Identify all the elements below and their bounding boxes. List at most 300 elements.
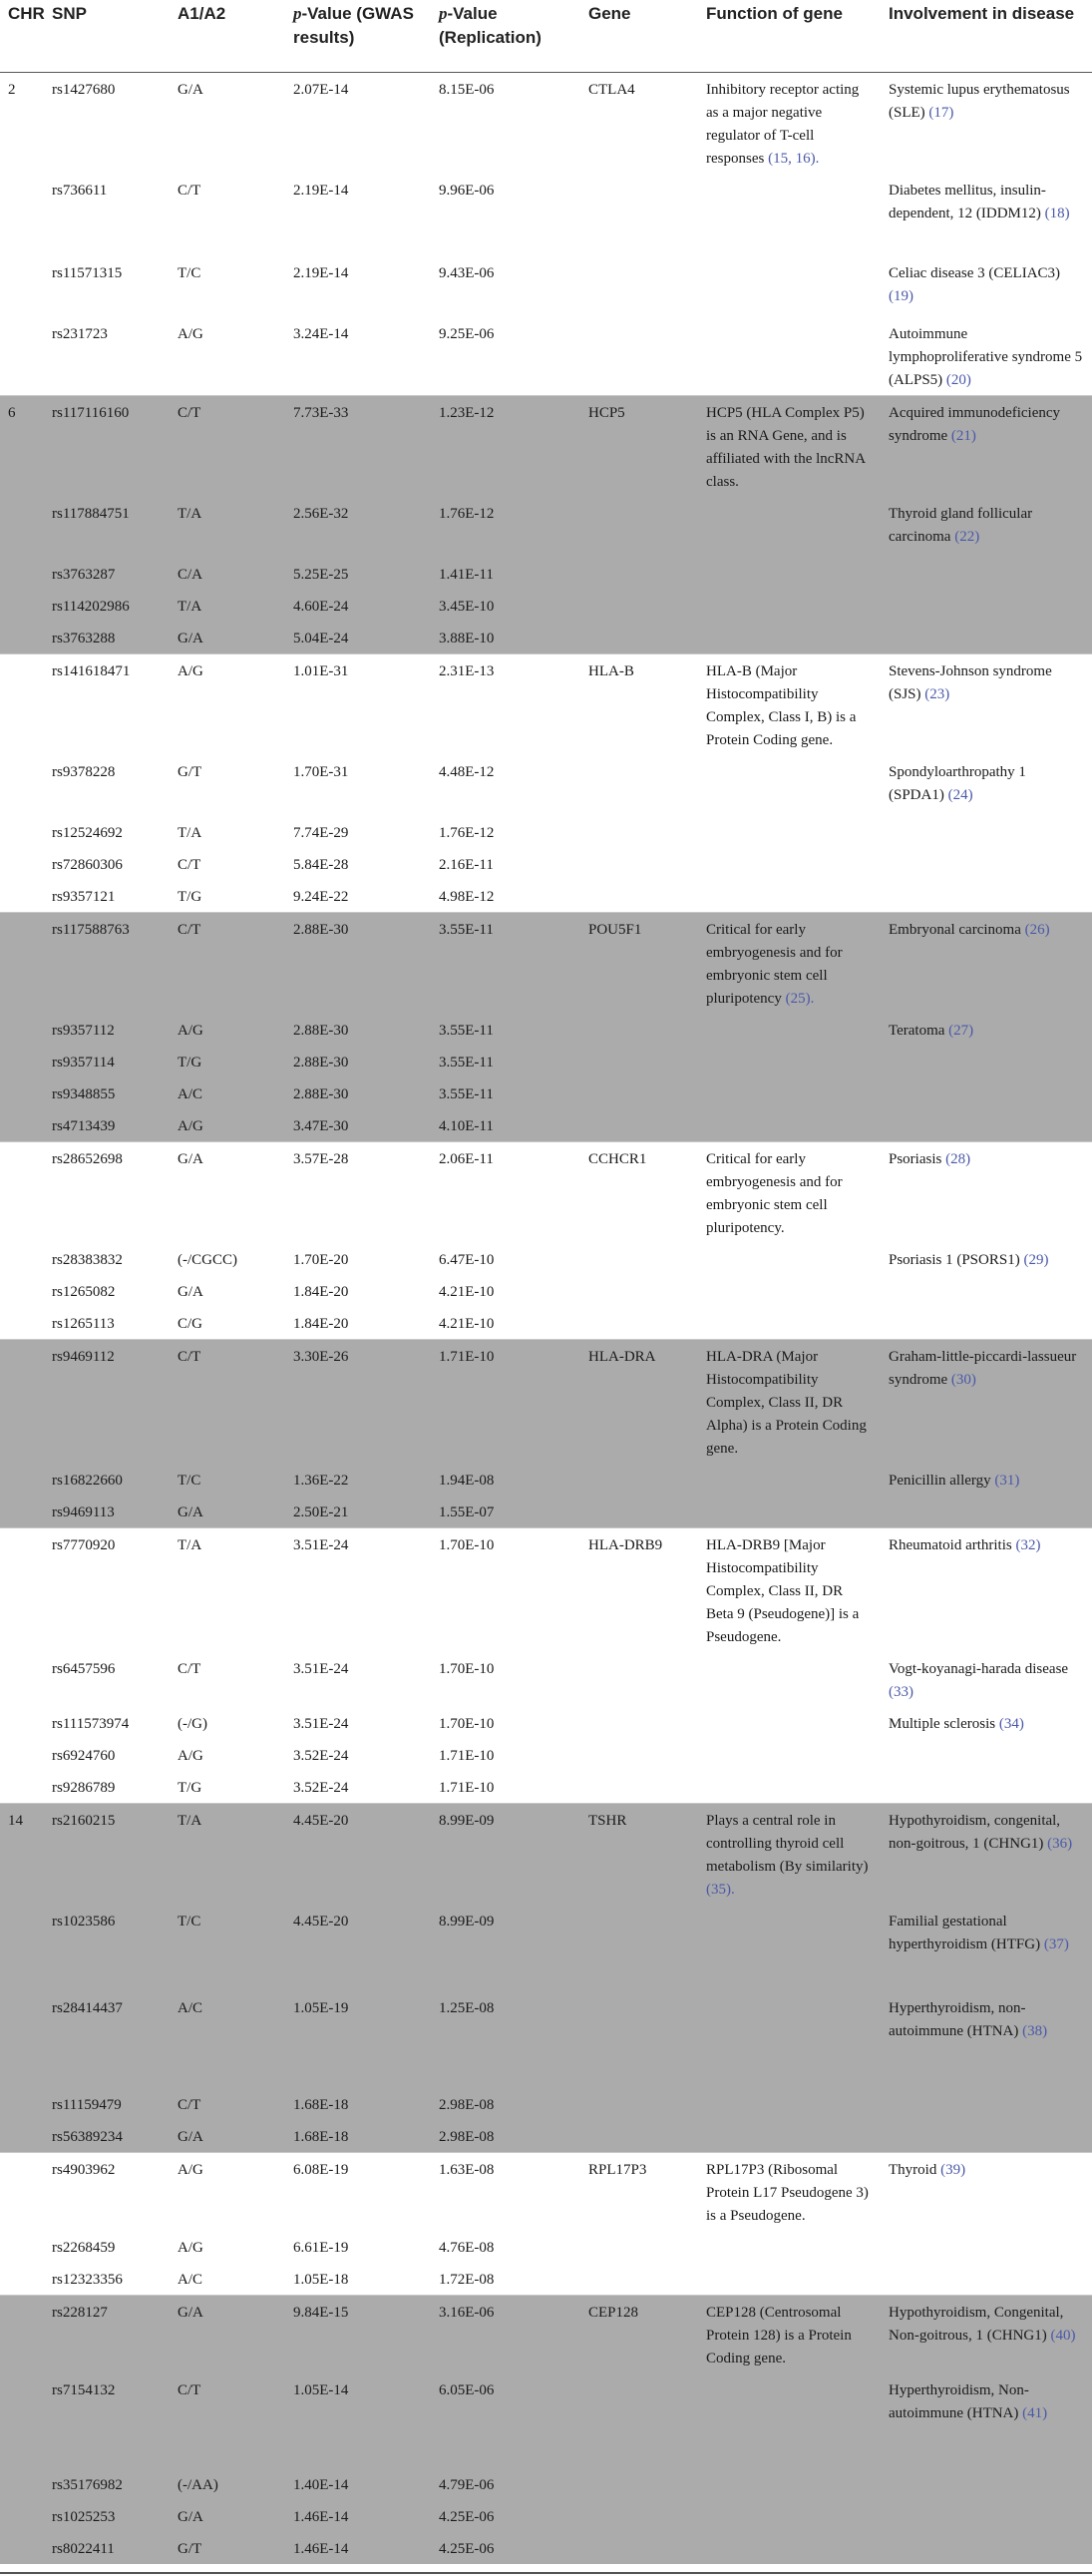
cell-snp: rs11159479	[44, 2088, 170, 2120]
cell-chr	[0, 1014, 44, 1046]
cell-alleles: C/T	[170, 2088, 285, 2120]
cell-replication-pvalue: 1.70E-10	[431, 1528, 580, 1653]
cell-replication-pvalue: 2.98E-08	[431, 2120, 580, 2153]
cell-chr	[0, 1905, 44, 1991]
cell-snp: rs11571315	[44, 256, 170, 317]
cell-replication-pvalue: 3.55E-11	[431, 1014, 580, 1046]
function-text: HLA-DRA (Major Histocompatibility Complex, Class II, DR Alpha) is a Protein Coding gene.	[706, 1349, 867, 1457]
disease-text: Stevens-Johnson syndrome (SJS)	[889, 663, 1052, 702]
cell-alleles: A/C	[170, 2263, 285, 2296]
table-row	[0, 1014, 1092, 1046]
cell-replication-pvalue: 1.72E-08	[431, 2263, 580, 2296]
cell-snp: rs2268459	[44, 2231, 170, 2263]
table-row	[0, 622, 1092, 654]
cell-alleles: C/T	[170, 848, 285, 880]
function-text: CEP128 (Centrosomal Protein 128) is a Protein Coding gene.	[706, 2305, 852, 2366]
cell-gwas-pvalue: 9.84E-15	[285, 2296, 431, 2374]
disease-citation: (38)	[1018, 2023, 1048, 2039]
cell-gwas-pvalue: 2.07E-14	[285, 73, 431, 175]
cell-snp: rs12323356	[44, 2263, 170, 2296]
function-text: RPL17P3 (Ribosomal Protein L17 Pseudogene 3) is a Pseudogene.	[706, 2162, 869, 2224]
cell-function	[698, 654, 881, 756]
cell-chr	[0, 622, 44, 654]
cell-gene: CTLA4	[580, 73, 698, 175]
cell-gwas-pvalue: 3.52E-24	[285, 1771, 431, 1804]
cell-chr	[0, 2088, 44, 2120]
cell-function	[698, 1243, 881, 1275]
cell-chr	[0, 1464, 44, 1496]
table-row	[0, 396, 1092, 498]
cell-gwas-pvalue: 7.74E-29	[285, 816, 431, 848]
cell-disease	[881, 1739, 1092, 1771]
cell-gene	[580, 1109, 698, 1142]
cell-disease	[881, 558, 1092, 590]
cell-disease	[881, 2120, 1092, 2153]
cell-chr	[0, 1771, 44, 1804]
cell-disease	[881, 2296, 1092, 2374]
cell-replication-pvalue: 2.98E-08	[431, 2088, 580, 2120]
cell-disease	[881, 654, 1092, 756]
cell-gwas-pvalue: 4.45E-20	[285, 1905, 431, 1991]
cell-alleles: C/T	[170, 396, 285, 498]
gene-group	[0, 1340, 1092, 1528]
cell-replication-pvalue: 2.06E-11	[431, 1142, 580, 1244]
cell-disease	[881, 2468, 1092, 2500]
cell-disease	[881, 816, 1092, 848]
cell-chr: 6	[0, 396, 44, 498]
cell-snp: rs3763288	[44, 622, 170, 654]
disease-citation: (29)	[1019, 1252, 1049, 1268]
cell-gene	[580, 1771, 698, 1804]
cell-alleles: G/T	[170, 755, 285, 816]
disease-citation: (24)	[943, 787, 973, 803]
cell-disease	[881, 1046, 1092, 1077]
table-row	[0, 590, 1092, 622]
cell-disease	[881, 590, 1092, 622]
cell-replication-pvalue: 9.25E-06	[431, 317, 580, 396]
cell-gene	[580, 174, 698, 256]
cell-alleles: T/A	[170, 1528, 285, 1653]
cell-snp: rs6924760	[44, 1739, 170, 1771]
cell-alleles: (-/CGCC)	[170, 1243, 285, 1275]
cell-alleles: A/G	[170, 1014, 285, 1046]
cell-gwas-pvalue: 1.84E-20	[285, 1307, 431, 1340]
cell-snp: rs3763287	[44, 558, 170, 590]
header-function: Function of gene	[698, 0, 881, 73]
cell-function	[698, 2088, 881, 2120]
table-row	[0, 1109, 1092, 1142]
cell-replication-pvalue: 3.45E-10	[431, 590, 580, 622]
disease-citation: (37)	[1040, 1936, 1069, 1952]
cell-gene: HLA-DRA	[580, 1340, 698, 1465]
disease-citation: (41)	[1018, 2405, 1048, 2421]
cell-chr	[0, 1707, 44, 1739]
cell-chr	[0, 2468, 44, 2500]
cell-function	[698, 1340, 881, 1465]
table-row	[0, 2468, 1092, 2500]
cell-function	[698, 622, 881, 654]
cell-disease	[881, 1771, 1092, 1804]
cell-gene	[580, 1707, 698, 1739]
disease-text: Multiple sclerosis	[889, 1716, 996, 1732]
cell-gwas-pvalue: 2.19E-14	[285, 174, 431, 256]
table-row	[0, 1905, 1092, 1991]
cell-chr	[0, 2120, 44, 2153]
cell-alleles: T/A	[170, 497, 285, 558]
table-row	[0, 755, 1092, 816]
cell-disease	[881, 1496, 1092, 1528]
cell-snp: rs9357112	[44, 1014, 170, 1046]
cell-replication-pvalue: 3.16E-06	[431, 2296, 580, 2374]
disease-citation: (22)	[950, 529, 980, 545]
cell-snp: rs8022411	[44, 2532, 170, 2564]
cell-alleles: T/C	[170, 256, 285, 317]
cell-gene	[580, 1496, 698, 1528]
cell-gwas-pvalue: 1.70E-20	[285, 1243, 431, 1275]
disease-citation: (18)	[1040, 206, 1070, 221]
cell-chr	[0, 590, 44, 622]
header-replication-pvalue	[431, 0, 580, 73]
cell-gene	[580, 880, 698, 913]
table-row	[0, 317, 1092, 396]
disease-text: Familial gestational hyperthyroidism (HTFG)	[889, 1914, 1041, 1952]
function-text: Plays a central role in controlling thyroid cell metabolism (By similarity)	[706, 1813, 869, 1875]
cell-alleles: C/G	[170, 1307, 285, 1340]
disease-citation: (30)	[947, 1372, 976, 1388]
cell-snp: rs228127	[44, 2296, 170, 2374]
cell-snp: rs28652698	[44, 1142, 170, 1244]
cell-replication-pvalue: 2.16E-11	[431, 848, 580, 880]
cell-gene	[580, 622, 698, 654]
cell-function	[698, 1707, 881, 1739]
cell-function	[698, 1528, 881, 1653]
cell-function	[698, 1739, 881, 1771]
cell-disease	[881, 1528, 1092, 1653]
function-text: HCP5 (HLA Complex P5) is an RNA Gene, and is affiliated with the lncRNA class.	[706, 405, 866, 490]
cell-alleles: G/A	[170, 1142, 285, 1244]
cell-chr	[0, 1528, 44, 1653]
cell-alleles: A/G	[170, 2153, 285, 2232]
cell-chr	[0, 1077, 44, 1109]
function-text: HLA-B (Major Histocompatibility Complex, Class I, B) is a Protein Coding gene.	[706, 663, 857, 748]
cell-replication-pvalue: 1.70E-10	[431, 1652, 580, 1707]
cell-gwas-pvalue: 6.08E-19	[285, 2153, 431, 2232]
table-row	[0, 1496, 1092, 1528]
cell-gene	[580, 816, 698, 848]
table-row	[0, 1771, 1092, 1804]
cell-disease	[881, 2373, 1092, 2468]
cell-snp: rs231723	[44, 317, 170, 396]
cell-alleles: A/C	[170, 1077, 285, 1109]
table-row	[0, 1275, 1092, 1307]
cell-disease	[881, 2500, 1092, 2532]
disease-citation: (23)	[920, 686, 950, 702]
cell-snp: rs4903962	[44, 2153, 170, 2232]
cell-chr	[0, 2263, 44, 2296]
table-header	[0, 0, 1092, 73]
gene-group	[0, 1142, 1092, 1340]
cell-function	[698, 2231, 881, 2263]
cell-gene	[580, 1307, 698, 1340]
disease-citation: (32)	[1011, 1537, 1041, 1553]
cell-alleles: C/T	[170, 174, 285, 256]
header-rep-rest: -Value (Replication)	[439, 4, 542, 47]
disease-citation: (33)	[889, 1684, 913, 1700]
cell-disease	[881, 1243, 1092, 1275]
table-row	[0, 1707, 1092, 1739]
cell-function	[698, 1142, 881, 1244]
cell-gene	[580, 590, 698, 622]
cell-gwas-pvalue: 2.50E-21	[285, 1496, 431, 1528]
gene-group	[0, 2153, 1092, 2296]
cell-snp: rs1265082	[44, 1275, 170, 1307]
cell-alleles: G/A	[170, 1496, 285, 1528]
disease-text: Psoriasis	[889, 1151, 942, 1167]
gene-group	[0, 73, 1092, 396]
cell-replication-pvalue: 4.76E-08	[431, 2231, 580, 2263]
cell-alleles: T/A	[170, 590, 285, 622]
table-row	[0, 880, 1092, 913]
table-row	[0, 497, 1092, 558]
table-row	[0, 2532, 1092, 2564]
function-text: Inhibitory receptor acting as a major negative regulator of T-cell responses	[706, 82, 860, 167]
cell-function	[698, 1307, 881, 1340]
cell-alleles: G/A	[170, 622, 285, 654]
cell-alleles: T/C	[170, 1905, 285, 1991]
cell-replication-pvalue: 3.55E-11	[431, 913, 580, 1015]
cell-alleles: T/G	[170, 880, 285, 913]
function-text: Critical for early embryogenesis and for embryonic stem cell pluripotency	[706, 922, 843, 1007]
cell-snp: rs117884751	[44, 497, 170, 558]
cell-gwas-pvalue: 3.57E-28	[285, 1142, 431, 1244]
cell-snp: rs736611	[44, 174, 170, 256]
cell-gene	[580, 1739, 698, 1771]
cell-gwas-pvalue: 3.51E-24	[285, 1707, 431, 1739]
cell-alleles: T/A	[170, 1804, 285, 1906]
cell-alleles: C/T	[170, 1340, 285, 1465]
cell-disease	[881, 848, 1092, 880]
disease-text: Psoriasis 1 (PSORS1)	[889, 1252, 1020, 1268]
cell-chr	[0, 1340, 44, 1465]
cell-gwas-pvalue: 1.05E-14	[285, 2373, 431, 2468]
cell-replication-pvalue: 8.99E-09	[431, 1905, 580, 1991]
cell-disease	[881, 1109, 1092, 1142]
cell-replication-pvalue: 1.23E-12	[431, 396, 580, 498]
cell-chr	[0, 2153, 44, 2232]
disease-citation: (27)	[944, 1023, 974, 1039]
table-row	[0, 1464, 1092, 1496]
cell-replication-pvalue: 3.55E-11	[431, 1077, 580, 1109]
disease-text: Teratoma	[889, 1023, 945, 1039]
cell-function	[698, 2500, 881, 2532]
cell-function	[698, 558, 881, 590]
cell-chr	[0, 816, 44, 848]
cell-chr	[0, 880, 44, 913]
cell-snp: rs9469112	[44, 1340, 170, 1465]
cell-function	[698, 1077, 881, 1109]
cell-disease	[881, 2153, 1092, 2232]
table-row	[0, 1077, 1092, 1109]
cell-replication-pvalue: 1.71E-10	[431, 1340, 580, 1465]
cell-chr	[0, 2373, 44, 2468]
cell-gene	[580, 1991, 698, 2088]
cell-alleles: G/A	[170, 2296, 285, 2374]
cell-snp: rs1023586	[44, 1905, 170, 1991]
cell-gene: HCP5	[580, 396, 698, 498]
cell-chr: 14	[0, 1804, 44, 1906]
cell-function	[698, 590, 881, 622]
cell-gene	[580, 1275, 698, 1307]
cell-chr	[0, 1496, 44, 1528]
gene-group	[0, 654, 1092, 913]
cell-gwas-pvalue: 1.40E-14	[285, 2468, 431, 2500]
cell-chr	[0, 654, 44, 756]
table-row	[0, 848, 1092, 880]
disease-citation: (40)	[1046, 2328, 1076, 2344]
cell-alleles: T/A	[170, 816, 285, 848]
header-gwas-rest: -Value (GWAS results)	[293, 4, 414, 47]
cell-replication-pvalue: 4.25E-06	[431, 2500, 580, 2532]
cell-snp: rs117588763	[44, 913, 170, 1015]
cell-snp: rs111573974	[44, 1707, 170, 1739]
gene-group	[0, 913, 1092, 1142]
cell-function	[698, 1014, 881, 1046]
cell-gene	[580, 1077, 698, 1109]
cell-function	[698, 317, 881, 396]
cell-snp: rs6457596	[44, 1652, 170, 1707]
cell-snp: rs56389234	[44, 2120, 170, 2153]
cell-replication-pvalue: 4.10E-11	[431, 1109, 580, 1142]
table-row	[0, 1340, 1092, 1465]
cell-gene	[580, 317, 698, 396]
cell-alleles: G/A	[170, 2120, 285, 2153]
cell-function	[698, 497, 881, 558]
table-row	[0, 2088, 1092, 2120]
cell-chr	[0, 256, 44, 317]
cell-replication-pvalue: 6.47E-10	[431, 1243, 580, 1275]
cell-function	[698, 256, 881, 317]
cell-gwas-pvalue: 1.05E-18	[285, 2263, 431, 2296]
disease-text: Hyperthyroidism, Non-autoimmune (HTNA)	[889, 2382, 1029, 2421]
cell-gene	[580, 558, 698, 590]
header-gene: Gene	[580, 0, 698, 73]
cell-snp: rs9469113	[44, 1496, 170, 1528]
cell-alleles: T/C	[170, 1464, 285, 1496]
cell-replication-pvalue: 6.05E-06	[431, 2373, 580, 2468]
function-citation: (25).	[781, 991, 815, 1007]
gene-group	[0, 1528, 1092, 1804]
cell-function	[698, 174, 881, 256]
disease-text: Systemic lupus erythematosus (SLE)	[889, 82, 1070, 121]
cell-alleles: G/T	[170, 2532, 285, 2564]
cell-disease	[881, 1142, 1092, 1244]
cell-disease	[881, 913, 1092, 1015]
table-row	[0, 1528, 1092, 1653]
cell-snp: rs114202986	[44, 590, 170, 622]
table-row	[0, 2231, 1092, 2263]
table-row	[0, 2153, 1092, 2232]
cell-snp: rs4713439	[44, 1109, 170, 1142]
cell-snp: rs1025253	[44, 2500, 170, 2532]
disease-text: Diabetes mellitus, insulin-dependent, 12 (IDDM12)	[889, 183, 1046, 221]
disease-citation: (36)	[1043, 1836, 1073, 1852]
cell-replication-pvalue: 4.98E-12	[431, 880, 580, 913]
table-row	[0, 174, 1092, 256]
cell-gwas-pvalue: 3.51E-24	[285, 1528, 431, 1653]
cell-snp: rs9286789	[44, 1771, 170, 1804]
gene-group	[0, 396, 1092, 654]
gene-group	[0, 2296, 1092, 2565]
cell-alleles: C/T	[170, 2373, 285, 2468]
cell-chr	[0, 2532, 44, 2564]
cell-replication-pvalue: 1.55E-07	[431, 1496, 580, 1528]
cell-replication-pvalue: 3.55E-11	[431, 1046, 580, 1077]
cell-gwas-pvalue: 5.04E-24	[285, 622, 431, 654]
cell-gene	[580, 1046, 698, 1077]
cell-snp: rs28383832	[44, 1243, 170, 1275]
disease-text: Celiac disease 3 (CELIAC3)	[889, 265, 1061, 281]
cell-function	[698, 816, 881, 848]
disease-text: Thyroid gland follicular carcinoma	[889, 506, 1033, 545]
cell-gwas-pvalue: 3.24E-14	[285, 317, 431, 396]
table-row	[0, 256, 1092, 317]
cell-gene	[580, 2468, 698, 2500]
cell-function	[698, 2296, 881, 2374]
cell-alleles: (-/AA)	[170, 2468, 285, 2500]
cell-chr	[0, 755, 44, 816]
cell-disease	[881, 2532, 1092, 2564]
cell-gwas-pvalue: 9.24E-22	[285, 880, 431, 913]
cell-gwas-pvalue: 1.01E-31	[285, 654, 431, 756]
cell-disease	[881, 1077, 1092, 1109]
cell-gene	[580, 1905, 698, 1991]
table-row	[0, 2263, 1092, 2296]
cell-disease	[881, 317, 1092, 396]
cell-gene	[580, 2231, 698, 2263]
function-citation: (15, 16).	[764, 151, 820, 167]
cell-gene	[580, 497, 698, 558]
gene-group	[0, 1804, 1092, 2153]
cell-gwas-pvalue: 1.84E-20	[285, 1275, 431, 1307]
cell-function	[698, 1771, 881, 1804]
cell-gene: RPL17P3	[580, 2153, 698, 2232]
cell-snp: rs1427680	[44, 73, 170, 175]
cell-replication-pvalue: 4.21E-10	[431, 1275, 580, 1307]
table-row	[0, 1307, 1092, 1340]
header-rep-p-italic: p	[439, 4, 448, 23]
table-row	[0, 1652, 1092, 1707]
cell-alleles: C/T	[170, 1652, 285, 1707]
cell-gwas-pvalue: 2.88E-30	[285, 1014, 431, 1046]
cell-function	[698, 2263, 881, 2296]
cell-alleles: A/C	[170, 1991, 285, 2088]
cell-function	[698, 1991, 881, 2088]
cell-alleles: G/A	[170, 1275, 285, 1307]
disease-citation: (21)	[947, 428, 976, 444]
cell-disease	[881, 1340, 1092, 1465]
cell-chr	[0, 913, 44, 1015]
cell-snp: rs1265113	[44, 1307, 170, 1340]
table-row	[0, 2120, 1092, 2153]
disease-citation: (26)	[1020, 922, 1050, 938]
cell-alleles: A/G	[170, 2231, 285, 2263]
cell-gwas-pvalue: 3.51E-24	[285, 1652, 431, 1707]
cell-chr	[0, 1739, 44, 1771]
cell-function	[698, 396, 881, 498]
cell-gwas-pvalue: 2.56E-32	[285, 497, 431, 558]
cell-gene	[580, 1243, 698, 1275]
cell-gwas-pvalue: 2.88E-30	[285, 913, 431, 1015]
